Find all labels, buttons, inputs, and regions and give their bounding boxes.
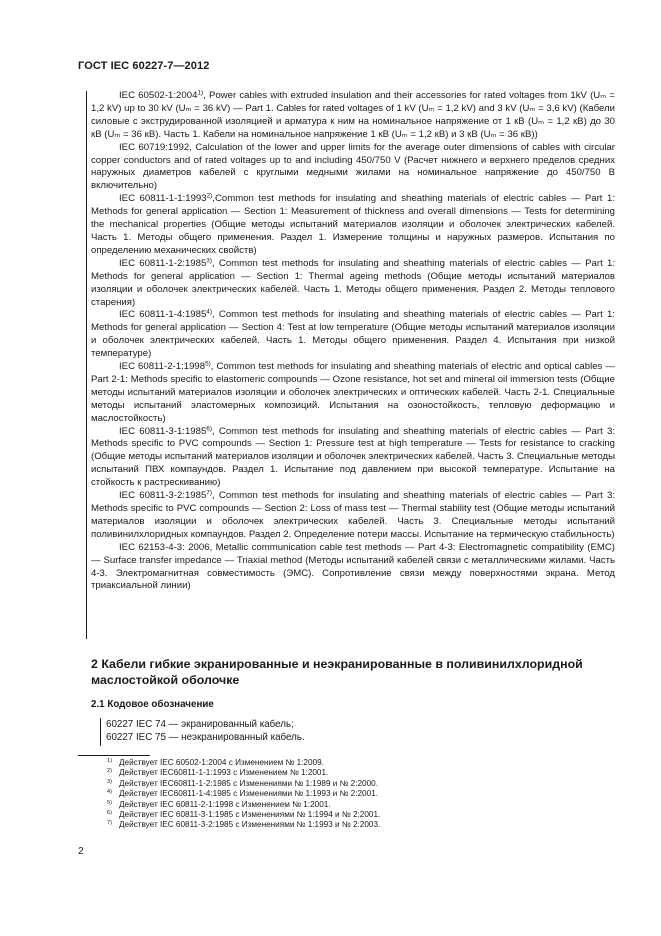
reference-text: , Common test methods for insulating and sheathing materials of electric cables — Part 1: Methods for general application — Section 4: Test at low temperature (Общие методы испытаний материалов изоляции и оболочек электрических кабелей. Часть 1. Методы общего применения. Раздел 4. Испытания при низкой температуре) <box>91 309 616 360</box>
reference-text: , Metallic communication cable test methods — Part 4-3: Electromagnetic compatibility (EMC) — Surface transfer impedance — Triaxial method (Методы испытаний кабелей связи с металлическими жилами. Часть 4-3. Электромагнитная совместимость (ЭМС). Сопротивление связи между поверхностями экрана. Метод триаксиальной линии) <box>91 541 616 592</box>
change-marker-bar <box>86 91 87 639</box>
footnote: $^{5)}$ Действует IEC 60811-2-1:1998 с Изменением № 1:2001. <box>107 799 331 809</box>
footnote: $^{4)}$ Действует IEC60811-1-4:1985 с Изменениями № 1:1993 и № 2:2001. <box>107 789 378 799</box>
reference-code: IEC 60719:1992 <box>119 141 190 153</box>
reference-code: IEC 60811-3-1:1985 <box>119 425 207 437</box>
reference-code: IEC 62153-4-3: 2006 <box>119 541 210 553</box>
footnote-marker: 4) <box>206 308 212 316</box>
reference-code: IEC 60811-1-4:1985 <box>119 309 207 321</box>
footnote-marker: 3) <box>206 257 212 265</box>
footnote-text: Действует IEC60811-1-1:1993 с Изменением № 1:2001. <box>119 768 329 778</box>
reference-entry <box>91 361 615 426</box>
reference-text: , Common test methods for insulating and sheathing materials of electric and optical cables — Part 2-1: Methods specific to elastomeric compounds — Ozone resistance, hot set and mineral oil immersion tests (Общие методы испытаний материалов изоляции и оболочек электрических и оптических кабелей. Часть 2-1. Специальные методы испытаний эластомерных композиций. Испытания на озоностойкость, тепловую деформацию и маслостойкость) <box>91 361 615 424</box>
reference-entry <box>91 426 615 491</box>
reference-code: IEC 60811-2-1:1998 <box>119 361 206 373</box>
reference-text: , Common test methods for insulating and sheathing materials of electric cables — Part 3: Methods specific to PVC compounds — Section 2: Loss of mass test — Thermal stability test (Общие методы испытаний материалов изоляции и оболочек электрических кабелей. Часть 3. Специальные методы испытаний поливинилхлоридных компаундов. Раздел 2. Определение потери массы. Испытание на термическую стабильность) <box>91 490 616 540</box>
footnote-marker: 2) <box>206 192 213 200</box>
document-header: ГОСТ IEC 60227-7—2012 <box>78 60 210 72</box>
reference-text: ,Common test methods for insulating and sheathing materials of electric cables — Part 1: Methods for general application — Section 1: Measurement of thickness and overall dimensions — Tests for determining the mechanical properties (Общие методы испытаний материалов изоляции и оболочек электрических кабелей. Часть 1. Методы общего применения. Раздел 1. Измерение толщины и наружных размеров. Испытания по определению механических свойств) <box>91 193 615 256</box>
footnote-text: Действует IEC 60502-1:2004 с Изменением № 1:2009. <box>119 758 324 767</box>
footnote: $^{6)}$ Действует IEC 60811-3-1:1985 с Изменениями № 1:1994 и № 2:2001. <box>107 810 381 820</box>
subsection-heading: 2.1 Кодовое обозначение <box>91 699 214 710</box>
change-marker-bar <box>100 718 101 746</box>
reference-text: , Common test methods for insulating and sheathing materials of electric cables — Part 1: Methods for general application — Section 1: Thermal ageing methods (Общие методы испытаний материалов изоляции и оболочек электрических кабелей. Часть 1. Методы общего применения. Раздел 2. Методы теплового старения) <box>91 257 616 308</box>
code-item: 60227 IEC 74 — экранированный кабель; <box>106 719 294 730</box>
footnote: $^{3)}$ Действует IEC60811-1-2:1985 с Изменениями № 1:1989 и № 2:2000. <box>107 778 378 788</box>
reference-text: , Common test methods for insulating and sheathing materials of electric cables — Part 3: Methods specific to PVC compounds — Section 1: Pressure test at high temperature — Tests for resistance to cracking (Общие методы испытаний материалов изоляции и оболочек электрических кабелей. Часть 3. Специальные методы испытаний ПВХ компаундов. Раздел 1. Испытание под давлением при высокой температуре. Испытание на стойкость к растрескиванию) <box>91 425 616 489</box>
footnote-marker: 7) <box>206 489 212 497</box>
footnote: $^{2)}$ Действует IEC60811-1-1:1993 с Изменением № 1:2001. <box>107 768 329 778</box>
reference-code: IEC 60811-1-1:1993 <box>119 193 207 205</box>
footnote-marker: 1) <box>197 89 204 97</box>
reference-entry <box>91 542 615 594</box>
footnote-text: Действует IEC 60811-3-2:1985 с Изменениями № 1:1993 и № 2:2003. <box>119 820 381 830</box>
reference-entry <box>91 258 615 310</box>
reference-entry <box>91 193 615 258</box>
footnote-text: Действует IEC 60811-3-1:1985 с Изменениями № 1:1994 и № 2:2001. <box>119 810 381 820</box>
reference-code: IEC 60811-1-2:1985 <box>119 257 207 269</box>
reference-text: , Calculation of the lower and upper limits for the average outer dimensions of cables with circular copper conductors and of rated voltages up to and including 450/750 V (Расчет нижнего и верхнего пределов средних наружных диаметров кабелей с круглыми медными жилами на номинальное напряжение до 450/750 В включительно) <box>91 141 615 192</box>
reference-entry <box>91 90 615 142</box>
reference-text: , Power cables with extruded insulation and their accessories for rated voltages from 1kV (Uₘ = 1,2 kV) up to 30 kV (Uₘ = 36 kV) — Part 1. Cables for rated voltages of 1 kV (Uₘ = 1,2 kV) and 3 kV (Uₘ = 3,6 kV) (Кабели силовые с экструдированной изоляцией и арматура к ним на номинальное напряжение от 1 кВ (Uₘ = 1,2 кВ) до 30 кВ (Uₘ = 36 кВ). Часть 1. Кабели на номинальное напряжение 1 кВ (Uₘ = 1,2 кВ) и 3 кВ (Uₘ = 36 кВ)) <box>91 90 616 140</box>
footnote-text: Действует IEC60811-1-2:1985 с Изменениями № 1:1989 и № 2:2000. <box>119 778 378 788</box>
reference-code: IEC 60502-1:2004 <box>119 90 198 101</box>
footnote-marker: 5) <box>205 360 211 368</box>
footnote: $^{1)}$ Действует IEC 60502-1:2004 с Изменением № 1:2009. <box>107 758 324 767</box>
page-number: 2 <box>78 846 84 857</box>
reference-entry <box>91 490 615 542</box>
section-heading: 2 Кабели гибкие экранированные и неэкранированные в поливинилхлоридной маслостойкой оболочке <box>91 657 583 688</box>
reference-entry <box>91 142 615 194</box>
code-designation-list <box>106 718 305 745</box>
footnote: $^{7)}$ Действует IEC 60811-3-2:1985 с Изменениями № 1:1993 и № 2:2003. <box>107 820 381 830</box>
reference-entry <box>91 309 615 361</box>
footnote-text: Действует IEC 60811-2-1:1998 с Изменением № 1:2001. <box>119 799 331 809</box>
footnote-text: Действует IEC60811-1-4:1985 с Изменениями № 1:1993 и № 2:2001. <box>119 789 378 799</box>
normative-references <box>91 90 615 593</box>
footnote-separator <box>78 755 150 756</box>
reference-code: IEC 60811-3-2:1985 <box>119 490 207 502</box>
code-item: 60227 IEC 75 — неэкранированный кабель. <box>106 732 305 744</box>
footnotes <box>107 758 380 831</box>
footnote-marker: 6) <box>206 424 212 432</box>
